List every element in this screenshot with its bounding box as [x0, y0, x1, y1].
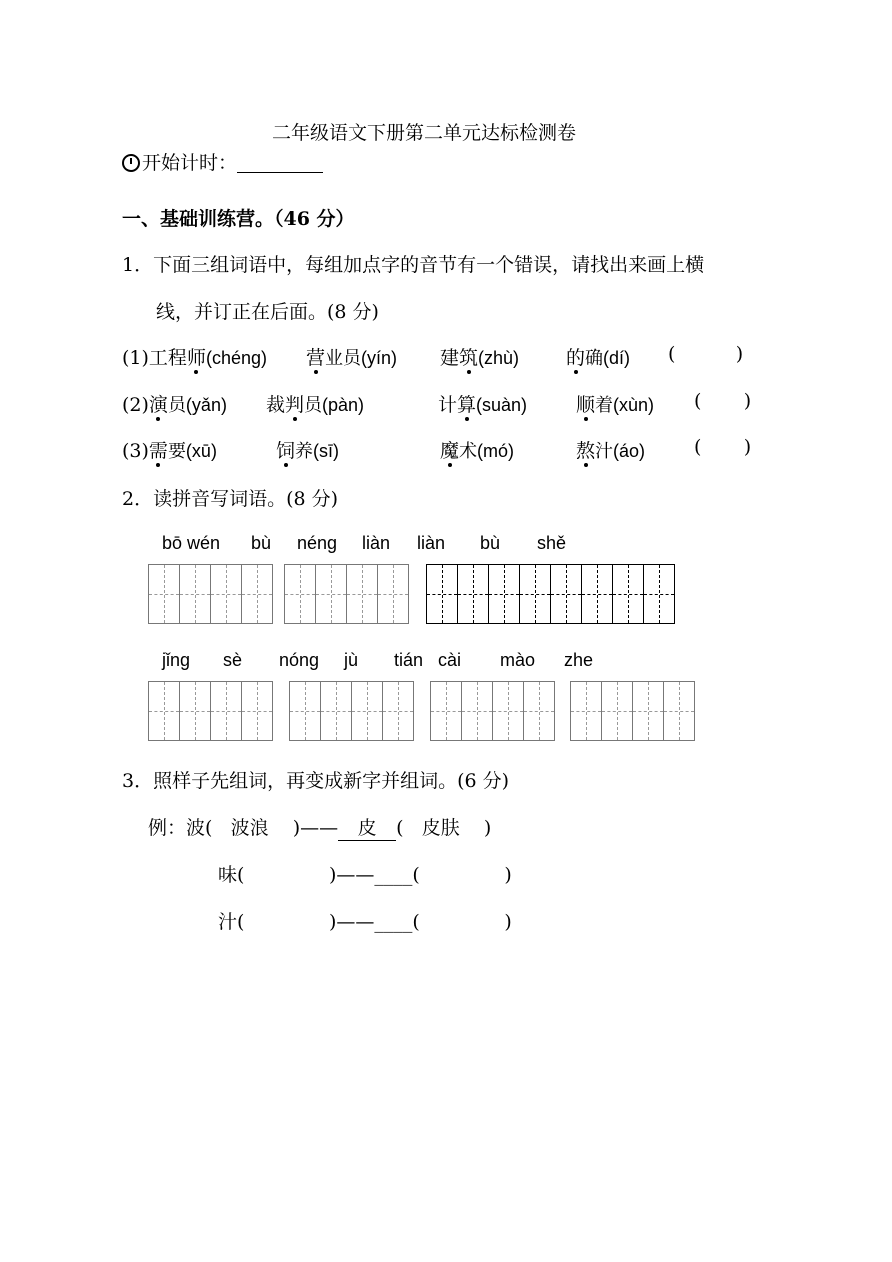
pinyin: sè: [223, 650, 243, 670]
pinyin: néng: [297, 533, 338, 553]
text: 熬: [576, 440, 596, 462]
pinyin: cài: [438, 650, 462, 670]
row-number: (3): [122, 440, 149, 462]
row-number: (2): [122, 394, 149, 416]
section-heading: 一、基础训练营。（46 分）: [122, 208, 355, 230]
pinyin: zhe: [564, 650, 594, 670]
writing-grid[interactable]: [289, 681, 414, 741]
pinyin: liàn: [417, 533, 446, 553]
text: 确(dí): [585, 348, 631, 368]
text: 需: [148, 440, 168, 462]
word-1: [149, 347, 267, 369]
dash: ——: [300, 817, 339, 839]
item-char: 汁: [218, 911, 238, 933]
q1-row-2-word-2: [266, 390, 364, 417]
text: 员(pàn): [304, 395, 365, 415]
text: 饲: [276, 440, 296, 462]
text: 着(xùn): [595, 395, 655, 415]
text: 顺: [576, 394, 596, 416]
writing-grid[interactable]: [148, 564, 273, 624]
q3-item-2: 汁( )——____( ): [218, 911, 512, 933]
pinyin: jù: [344, 650, 359, 670]
timer-row: [122, 148, 323, 175]
q1-row-3-answer[interactable]: ( ): [694, 436, 752, 458]
pinyin: nóng: [279, 650, 320, 670]
text: (chéng): [205, 348, 267, 368]
row-number: (1): [122, 347, 149, 369]
q1-row-1-answer[interactable]: ( ): [668, 343, 744, 365]
writing-grid[interactable]: [570, 681, 695, 741]
q3-instruction: 3．照样子先组词，再变成新字并组词。(6 分): [122, 770, 510, 792]
pinyin: bù: [480, 533, 501, 553]
text: 员(yǎn): [167, 395, 227, 415]
text: 演: [148, 394, 168, 416]
item-blank[interactable]: ____: [374, 911, 413, 933]
text: 筑: [459, 347, 479, 369]
text: (suàn): [476, 395, 528, 415]
item-char: 味: [218, 864, 238, 886]
text: 养(sī): [295, 441, 340, 461]
clock-icon: [122, 154, 140, 172]
q1-row-2-word-4: [576, 390, 654, 417]
item-blank[interactable]: ____: [374, 864, 413, 886]
text: 工程: [148, 347, 187, 369]
text: 算: [457, 394, 477, 416]
text: 术(mó): [459, 441, 515, 461]
example-new-char: 皮: [338, 813, 396, 841]
text: 汁(áo): [595, 441, 646, 461]
q1-instruction-line1: 1．下面三组词语中，每组加点字的音节有一个错误，请找出来画上横: [122, 254, 705, 276]
q1-row-1-word-4: [566, 343, 630, 370]
q1-row-2: [122, 390, 227, 417]
example-char: 波: [186, 817, 206, 839]
pinyin: bō wén: [162, 533, 221, 553]
q1-row-2-answer[interactable]: ( ): [694, 390, 752, 412]
q1-row-3-word-3: [440, 436, 514, 463]
q1-row-1: [122, 343, 267, 370]
text: (zhù): [478, 348, 520, 368]
q1-instruction-line2: 线，并订正在后面。(8 分): [156, 301, 379, 323]
q1-row-1-word-3: [440, 343, 519, 370]
q3-item-1: 味( )——____( ): [218, 864, 512, 886]
pinyin: tián: [394, 650, 424, 670]
text: 营: [306, 347, 326, 369]
text: 计: [438, 394, 458, 416]
q1-row-3-word-4: [576, 436, 645, 463]
example-label: 例：: [148, 817, 187, 839]
text: 业员(yín): [325, 348, 398, 368]
pinyin: bù: [251, 533, 272, 553]
text: 裁: [266, 394, 286, 416]
timer-blank[interactable]: [237, 154, 323, 173]
pinyin: liàn: [362, 533, 391, 553]
text: 的: [566, 347, 586, 369]
q3-example: 例：波( 波浪 )—— 皮 ( 皮肤 ): [148, 813, 491, 841]
text: 要(xū): [167, 441, 217, 461]
writing-grid[interactable]: [426, 564, 675, 624]
writing-grid[interactable]: [430, 681, 555, 741]
q1-row-3-word-2: [276, 436, 339, 463]
writing-grid[interactable]: [284, 564, 409, 624]
dash: ——: [336, 911, 375, 933]
example-word: 波浪: [230, 817, 269, 839]
pinyin: jǐng: [162, 650, 191, 670]
q1-row-3: [122, 436, 217, 463]
pinyin: shě: [537, 533, 567, 553]
pinyin: mào: [500, 650, 536, 670]
text: 建: [440, 347, 460, 369]
writing-grid[interactable]: [148, 681, 273, 741]
dash: ——: [336, 864, 375, 886]
text: 判: [285, 394, 305, 416]
timer-label: 开始计时：: [142, 152, 238, 174]
example-new-word: 皮肤: [421, 817, 460, 839]
q2-instruction: 2．读拼音写词语。(8 分): [122, 488, 339, 510]
q1-row-1-word-2: [306, 343, 397, 370]
text: 师: [186, 347, 206, 369]
text: 魔: [440, 440, 460, 462]
q1-row-2-word-3: [438, 390, 527, 417]
page-title: 二年级语文下册第二单元达标检测卷: [272, 122, 577, 144]
